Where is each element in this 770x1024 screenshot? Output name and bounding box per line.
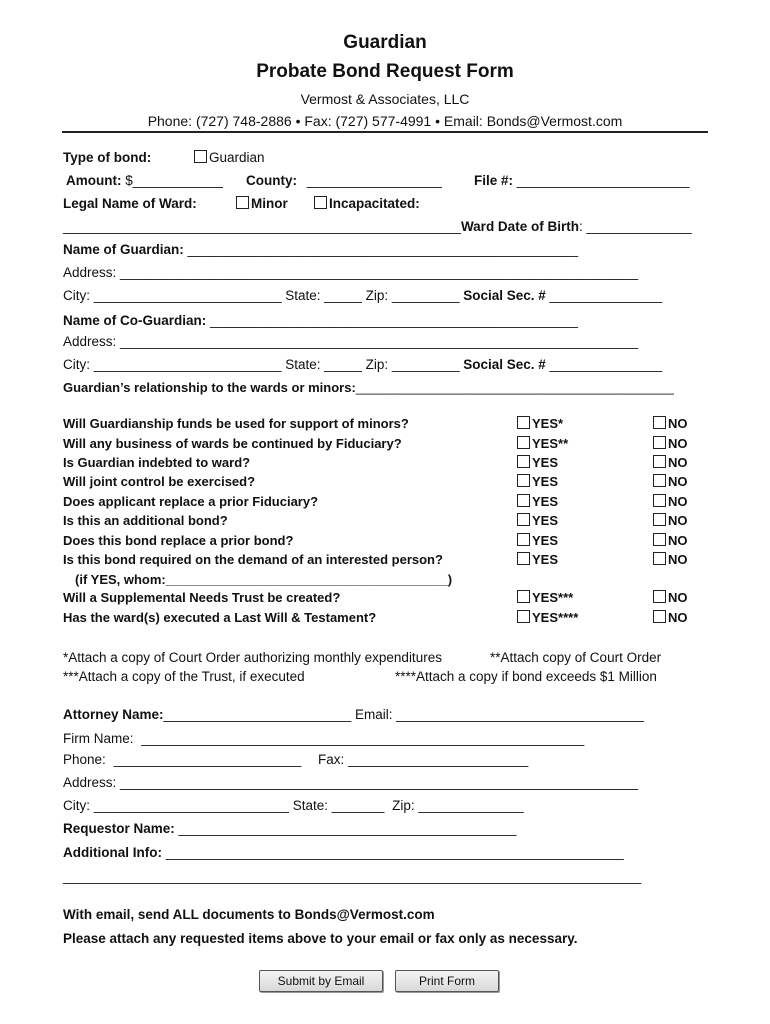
- ward-name-label: Legal Name of Ward:: [63, 196, 197, 211]
- yes-label: YES*: [532, 416, 564, 431]
- relationship-label: Guardian’s relationship to the wards or minors:: [63, 380, 356, 395]
- yes-label: YES: [532, 513, 559, 528]
- coguardian-address-label: Address:: [63, 334, 117, 349]
- type-guardian-option[interactable]: [194, 150, 265, 165]
- firm-name-label: Firm Name:: [63, 731, 134, 746]
- no-label: NO: [668, 436, 688, 451]
- yes-checkbox[interactable]: [517, 436, 530, 449]
- attorney-phone-field[interactable]: _________________________: [113, 752, 302, 767]
- no-checkbox[interactable]: [653, 455, 666, 468]
- question-text: Will any business of wards be continued by Fiduciary?: [63, 436, 402, 451]
- file-field[interactable]: _______________________: [516, 173, 690, 188]
- question-yes-option[interactable]: [517, 590, 573, 605]
- firm-row: [63, 731, 584, 746]
- ward-dob-label: Ward Date of Birth: [460, 219, 579, 234]
- coguardian-zip-field[interactable]: _________: [391, 357, 460, 372]
- attorney-zip-label: Zip:: [392, 798, 415, 813]
- additional-info-field[interactable]: _____________________________________________________________: [165, 845, 624, 860]
- question-no-option[interactable]: [653, 494, 688, 509]
- additional-info-row: [63, 845, 624, 860]
- attorney-email-field[interactable]: _________________________________: [396, 707, 645, 722]
- guardian-address-label: Address:: [63, 265, 117, 280]
- note-court-order: **Attach copy of Court Order: [490, 650, 662, 665]
- no-checkbox[interactable]: [653, 436, 666, 449]
- coguardian-ssn-label: Social Sec. #: [463, 357, 546, 372]
- incapacitated-checkbox[interactable]: [314, 196, 327, 209]
- coguardian-city-label: City:: [63, 357, 90, 372]
- coguardian-row: [63, 313, 578, 328]
- question-yes-option[interactable]: [517, 552, 558, 567]
- incapacitated-option[interactable]: [314, 196, 420, 211]
- guardian-row: [63, 242, 578, 257]
- interested-person-whom-field[interactable]: (if YES, whom:_______________________________________): [75, 572, 453, 587]
- question-yes-option[interactable]: [517, 610, 578, 625]
- form-title: Guardian: [343, 32, 427, 53]
- coguardian-address-field[interactable]: _____________________________________________________________________: [120, 334, 639, 349]
- question-no-option[interactable]: [653, 513, 688, 528]
- no-label: NO: [668, 610, 688, 625]
- ward-name-row: [63, 219, 692, 234]
- guardian-state-label: State:: [285, 288, 321, 303]
- coguardian-zip-label: Zip:: [365, 357, 389, 372]
- file-row: [474, 173, 689, 188]
- guardian-address-field[interactable]: _____________________________________________________________________: [120, 265, 639, 280]
- relationship-field[interactable]: ____________________________________________: [355, 380, 674, 395]
- question-no-option[interactable]: [653, 416, 688, 431]
- question-text: Has the ward(s) executed a Last Will & Testament?: [63, 610, 377, 625]
- yes-checkbox[interactable]: [517, 513, 530, 526]
- yes-label: YES: [532, 494, 559, 509]
- coguardian-address-row: [63, 334, 638, 349]
- guardian-checkbox[interactable]: [194, 150, 207, 163]
- no-label: NO: [668, 474, 688, 489]
- guardian-city-label: City:: [63, 288, 90, 303]
- guardian-city-row: [63, 288, 662, 303]
- question-text: Does this bond replace a prior bond?: [63, 533, 294, 548]
- question-no-option[interactable]: [653, 436, 688, 451]
- yes-label: YES: [532, 474, 559, 489]
- no-checkbox[interactable]: [653, 533, 666, 546]
- coguardian-state-label: State:: [285, 357, 321, 372]
- no-label: NO: [668, 533, 688, 548]
- no-checkbox[interactable]: [653, 590, 666, 603]
- amount-row: [66, 173, 223, 188]
- attorney-email-label: Email:: [355, 707, 393, 722]
- attorney-fax-field[interactable]: ________________________: [348, 752, 529, 767]
- question-no-option[interactable]: [653, 533, 688, 548]
- coguardian-city-row: [63, 357, 662, 372]
- attorney-phone-row: [63, 752, 301, 767]
- requestor-name-field[interactable]: _____________________________________________: [178, 821, 517, 836]
- question-no-option[interactable]: [653, 610, 688, 625]
- contact-info: Phone: (727) 748-2886 • Fax: (727) 577-4991 • Email: Bonds@Vermost.com: [147, 113, 623, 129]
- attorney-city-row: [63, 798, 524, 813]
- guardian-state-field[interactable]: _____: [324, 288, 362, 303]
- note-bond-exceeds: ****Attach a copy if bond exceeds $1 Million: [395, 669, 657, 684]
- no-checkbox[interactable]: [653, 513, 666, 526]
- question-yes-option[interactable]: [517, 455, 558, 470]
- company-name: Vermost & Associates, LLC: [300, 91, 470, 107]
- yes-checkbox[interactable]: [517, 552, 530, 565]
- yes-label: YES: [532, 455, 559, 470]
- guardian-city-field[interactable]: _________________________: [93, 288, 282, 303]
- question-text: Will joint control be exercised?: [63, 474, 256, 489]
- yes-checkbox[interactable]: [517, 455, 530, 468]
- yes-checkbox[interactable]: [517, 533, 530, 546]
- attorney-zip-field[interactable]: ______________: [418, 798, 524, 813]
- guardian-ssn-field[interactable]: _______________: [549, 288, 663, 303]
- no-checkbox[interactable]: [653, 416, 666, 429]
- attorney-city-label: City:: [63, 798, 90, 813]
- question-no-option[interactable]: [653, 552, 688, 567]
- attorney-address-label: Address:: [63, 775, 117, 790]
- question-no-option[interactable]: [653, 474, 688, 489]
- question-text: Is Guardian indebted to ward?: [63, 455, 251, 470]
- attorney-fax-row: [318, 752, 528, 767]
- coguardian-name-label: Name of Co-Guardian:: [63, 313, 207, 328]
- attorney-address-field[interactable]: _____________________________________________________________________: [120, 775, 639, 790]
- question-yes-option[interactable]: [517, 494, 558, 509]
- ward-name-field[interactable]: _____________________________________________________: [63, 219, 461, 234]
- question-no-option[interactable]: [653, 455, 688, 470]
- guardian-name-label: Name of Guardian:: [63, 242, 184, 257]
- additional-info-label: Additional Info:: [63, 845, 162, 860]
- attorney-state-label: State:: [292, 798, 329, 813]
- requestor-row: [63, 821, 516, 836]
- no-checkbox[interactable]: [653, 552, 666, 565]
- attorney-city-field[interactable]: __________________________: [93, 798, 289, 813]
- header-divider: [62, 131, 708, 133]
- question-yes-option[interactable]: [517, 436, 568, 451]
- guardian-zip-label: Zip:: [365, 288, 389, 303]
- question-text: Does applicant replace a prior Fiduciary?: [63, 494, 319, 509]
- firm-name-field[interactable]: ___________________________________________________________: [141, 731, 585, 746]
- question-text: Is this an additional bond?: [63, 513, 228, 528]
- no-label: NO: [668, 494, 688, 509]
- question-yes-option[interactable]: [517, 513, 558, 528]
- type-of-bond-label: Type of bond:: [63, 150, 152, 165]
- amount-field[interactable]: $____________: [125, 173, 223, 188]
- incapacitated-label: Incapacitated:: [329, 196, 420, 211]
- note-court-order-expenditures: *Attach a copy of Court Order authorizing monthly expenditures: [63, 650, 442, 665]
- attorney-state-field[interactable]: _______: [331, 798, 385, 813]
- ward-dob-field[interactable]: ______________: [586, 219, 692, 234]
- question-yes-option[interactable]: [517, 416, 563, 431]
- yes-label: YES: [532, 533, 559, 548]
- guardian-name-field[interactable]: ____________________________________________________: [187, 242, 578, 257]
- no-label: NO: [668, 513, 688, 528]
- no-checkbox[interactable]: [653, 474, 666, 487]
- no-label: NO: [668, 590, 688, 605]
- question-text: Will Guardianship funds be used for support of minors?: [63, 416, 409, 431]
- ward-dob-colon: :: [578, 219, 583, 234]
- minor-option[interactable]: [236, 196, 288, 211]
- no-label: NO: [668, 552, 688, 567]
- guardian-address-row: [63, 265, 638, 280]
- additional-info-line2[interactable]: _____________________________________________________________________________: [63, 869, 642, 884]
- yes-checkbox[interactable]: [517, 590, 530, 603]
- relationship-row: [63, 380, 674, 395]
- guardian-zip-field[interactable]: _________: [391, 288, 460, 303]
- coguardian-name-field[interactable]: _________________________________________________: [210, 313, 578, 328]
- question-yes-option[interactable]: [517, 474, 558, 489]
- county-field[interactable]: __________________: [306, 173, 442, 188]
- minor-checkbox[interactable]: [236, 196, 249, 209]
- no-label: NO: [668, 455, 688, 470]
- print-form-button[interactable]: Print Form: [395, 970, 499, 992]
- county-label: County:: [246, 173, 297, 188]
- attorney-row: [63, 707, 644, 722]
- submit-by-email-button[interactable]: Submit by Email: [259, 970, 383, 992]
- yes-checkbox[interactable]: [517, 610, 530, 623]
- attorney-name-field[interactable]: _________________________: [163, 707, 352, 722]
- attorney-address-row: [63, 775, 638, 790]
- yes-checkbox[interactable]: [517, 474, 530, 487]
- coguardian-ssn-field[interactable]: _______________: [549, 357, 663, 372]
- guardian-option-label: Guardian: [209, 150, 265, 165]
- requestor-name-label: Requestor Name:: [63, 821, 175, 836]
- coguardian-city-field[interactable]: _________________________: [93, 357, 282, 372]
- yes-checkbox[interactable]: [517, 416, 530, 429]
- amount-label: Amount:: [66, 173, 122, 188]
- footer-email-instruction: With email, send ALL documents to Bonds@Vermost.com: [63, 907, 435, 922]
- attorney-phone-label: Phone:: [63, 752, 106, 767]
- county-row: [246, 173, 442, 188]
- attorney-fax-label: Fax:: [318, 752, 345, 767]
- form-subtitle: Probate Bond Request Form: [256, 61, 514, 82]
- question-no-option[interactable]: [653, 590, 688, 605]
- question-text: Will a Supplemental Needs Trust be created?: [63, 590, 341, 605]
- minor-label: Minor: [251, 196, 288, 211]
- question-yes-option[interactable]: [517, 533, 558, 548]
- yes-label: YES***: [532, 590, 574, 605]
- coguardian-state-field[interactable]: _____: [324, 357, 362, 372]
- guardian-ssn-label: Social Sec. #: [463, 288, 546, 303]
- no-label: NO: [668, 416, 688, 431]
- note-trust-copy: ***Attach a copy of the Trust, if executed: [63, 669, 305, 684]
- footer-attach-instruction: Please attach any requested items above to your email or fax only as necessary.: [63, 931, 578, 946]
- no-checkbox[interactable]: [653, 494, 666, 507]
- yes-label: YES: [532, 552, 559, 567]
- yes-label: YES****: [532, 610, 579, 625]
- yes-checkbox[interactable]: [517, 494, 530, 507]
- file-label: File #:: [474, 173, 514, 188]
- no-checkbox[interactable]: [653, 610, 666, 623]
- attorney-name-label: Attorney Name:: [63, 707, 164, 722]
- yes-label: YES**: [532, 436, 569, 451]
- question-text: Is this bond required on the demand of an interested person?: [63, 552, 443, 567]
